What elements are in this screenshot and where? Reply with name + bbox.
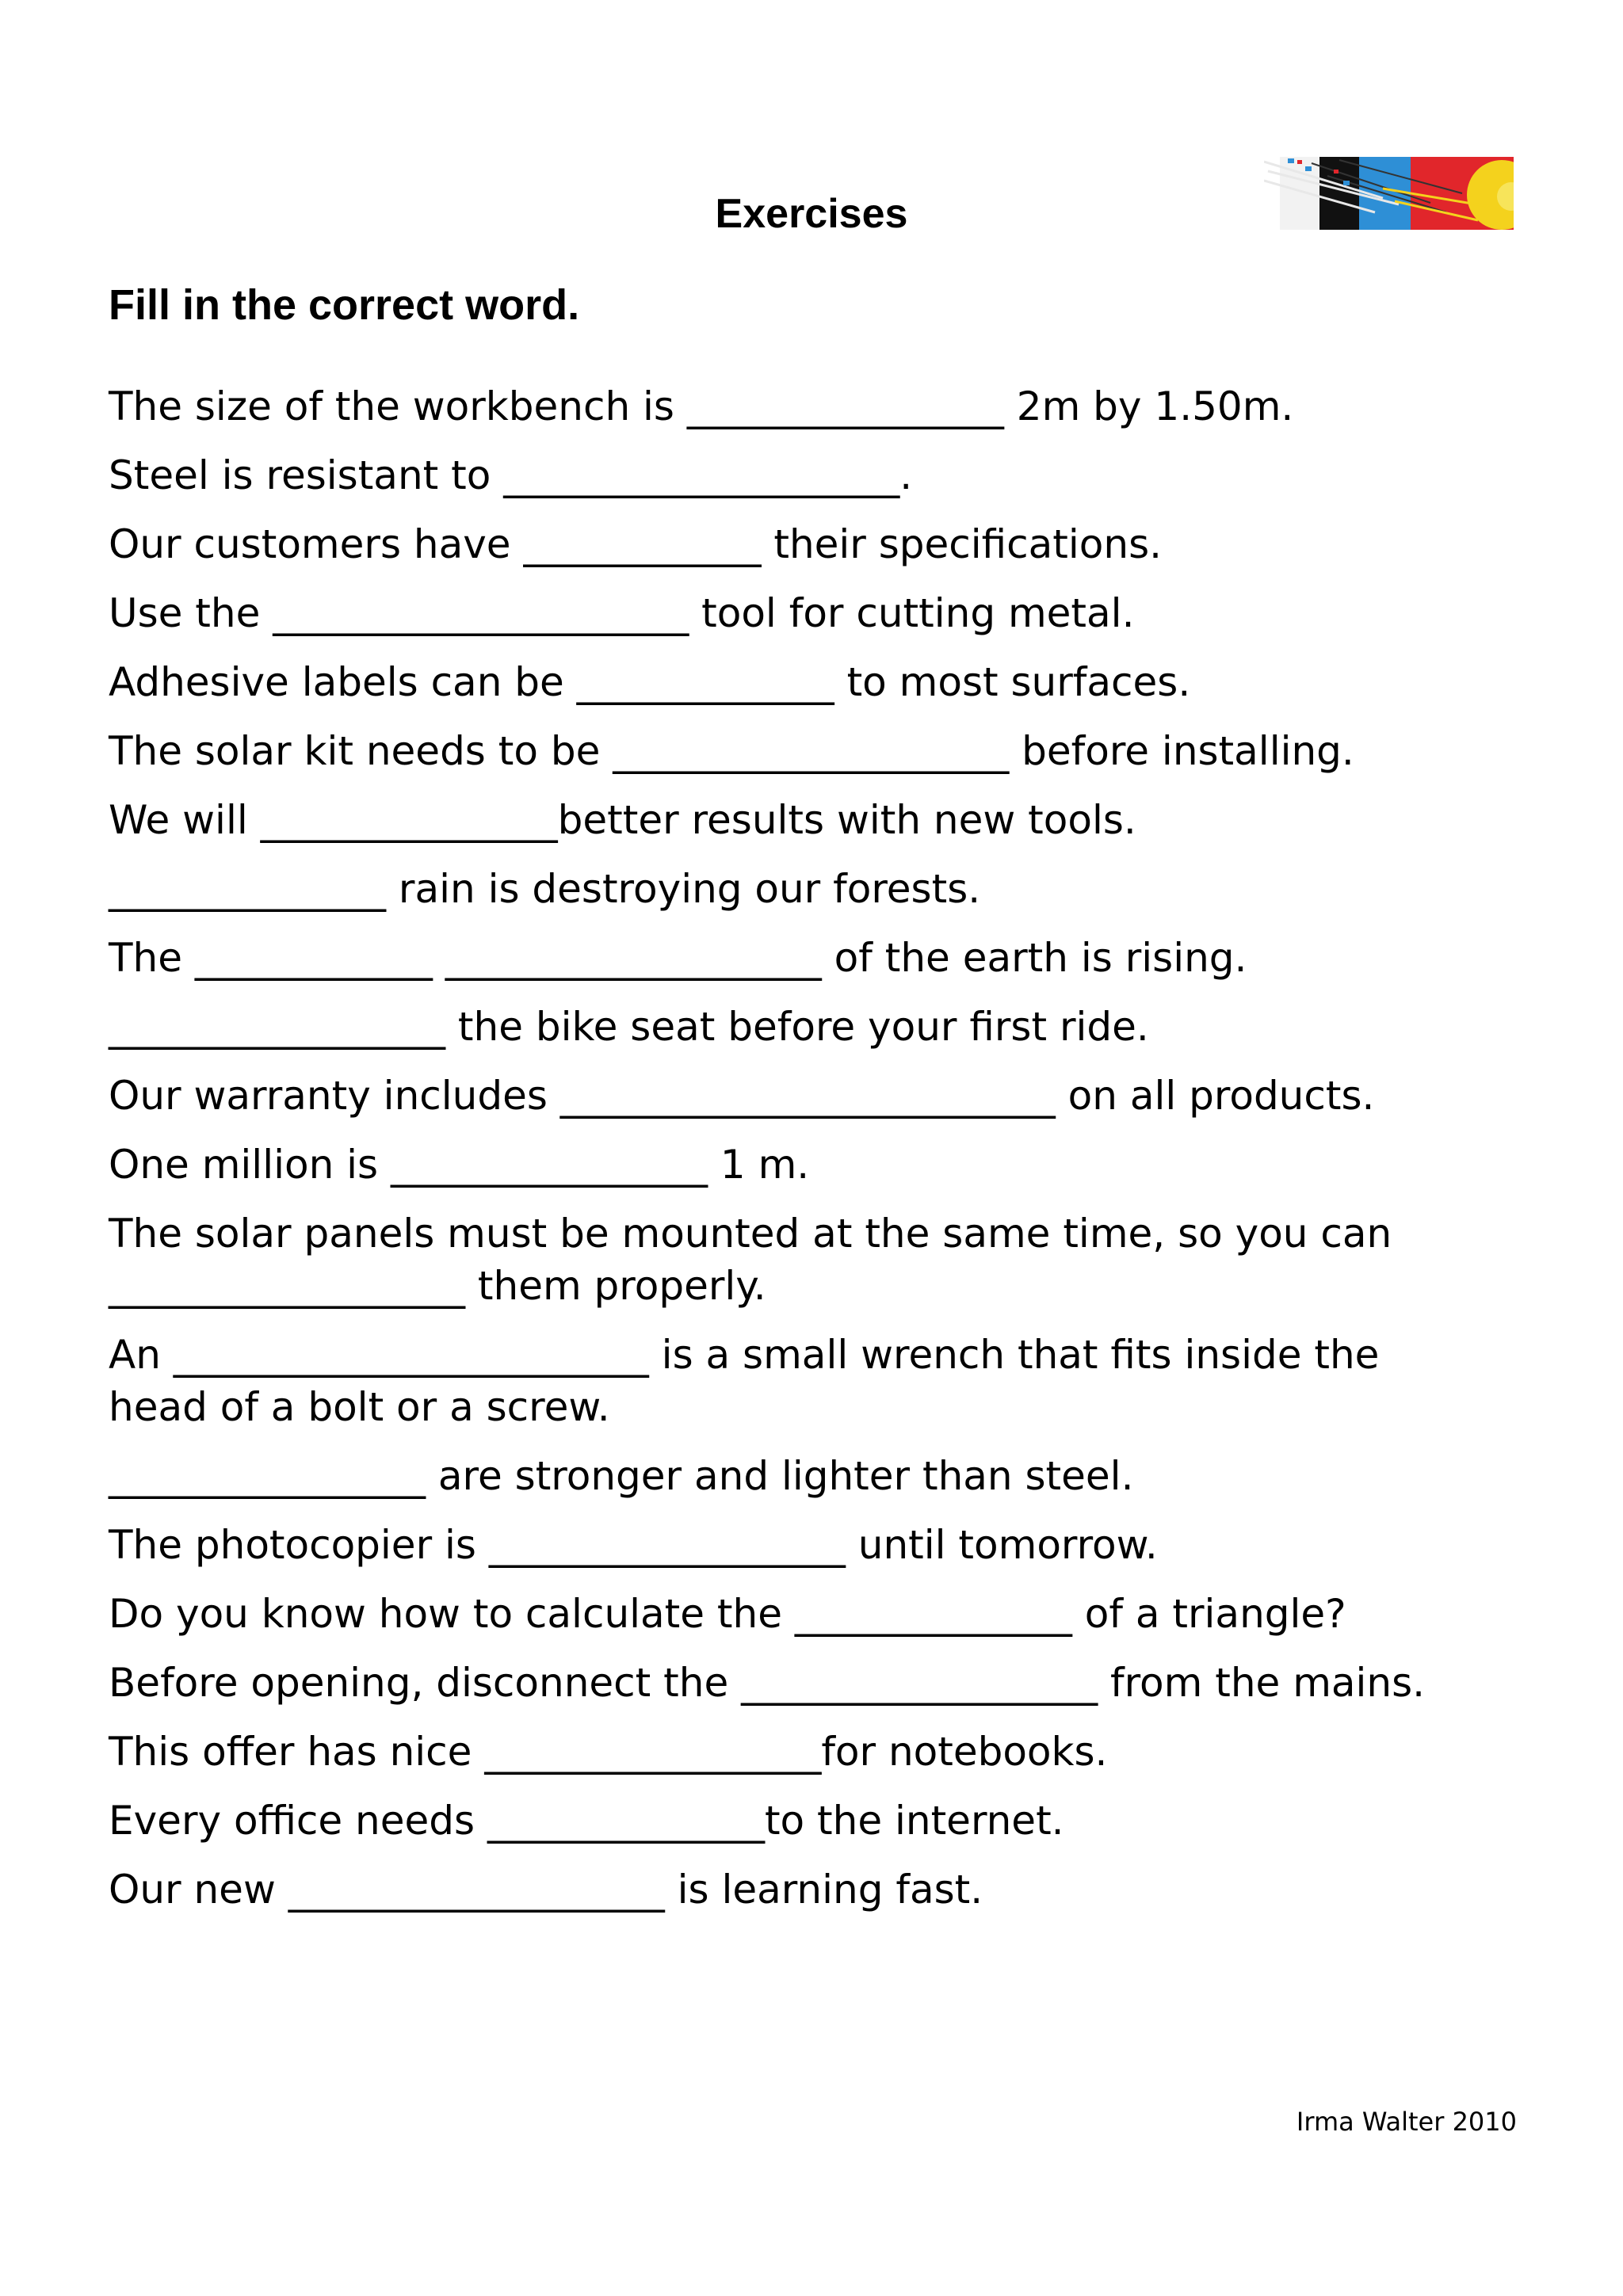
exercise-item: The photocopier is __________________ until tomorrow. bbox=[109, 1522, 1158, 1568]
exercise-item: We will _______________better results with new tools. bbox=[109, 797, 1136, 843]
exercise-item: Before opening, disconnect the __________________ from the mains. bbox=[109, 1660, 1426, 1706]
exercise-item: Steel is resistant to ____________________. bbox=[109, 452, 913, 498]
exercise-item: The ____________ ___________________ of the earth is rising. bbox=[109, 935, 1247, 981]
exercise-item: Our warranty includes _________________________ on all products. bbox=[109, 1073, 1375, 1119]
exercise-item: The solar panels must be mounted at the same time, so you can __________________ them properly. bbox=[109, 1211, 1392, 1309]
exercise-item: Our customers have ____________ their specifications. bbox=[109, 521, 1163, 567]
exercise-item: One million is ________________ 1 m. bbox=[109, 1142, 810, 1188]
exercise-item: ______________ rain is destroying our forests. bbox=[109, 866, 981, 912]
exercise-item: An ________________________ is a small wrench that fits inside the head of a bolt or a screw. bbox=[109, 1332, 1380, 1430]
author-credit: Irma Walter 2010 bbox=[1296, 2107, 1517, 2137]
exercise-list bbox=[109, 380, 1527, 1932]
instruction-heading: Fill in the correct word. bbox=[109, 281, 580, 329]
exercise-item: Do you know how to calculate the ______________ of a triangle? bbox=[109, 1591, 1346, 1637]
exercise-item: This offer has nice _________________for notebooks. bbox=[109, 1729, 1108, 1775]
exercise-item: Our new ___________________ is learning fast. bbox=[109, 1867, 983, 1913]
exercise-item: Use the _____________________ tool for cutting metal. bbox=[109, 590, 1135, 636]
exercise-item: _________________ the bike seat before your first ride. bbox=[109, 1004, 1149, 1050]
exercise-item: ________________ are stronger and lighter than steel. bbox=[109, 1453, 1134, 1499]
page-title: Exercises bbox=[715, 191, 908, 237]
exercise-item: Adhesive labels can be _____________ to most surfaces. bbox=[109, 659, 1191, 705]
exercise-item: Every office needs ______________to the internet. bbox=[109, 1798, 1064, 1844]
exercise-item: The solar kit needs to be ____________________ before installing. bbox=[109, 728, 1354, 774]
exercise-item: The size of the workbench is ________________ 2m by 1.50m. bbox=[109, 383, 1294, 429]
